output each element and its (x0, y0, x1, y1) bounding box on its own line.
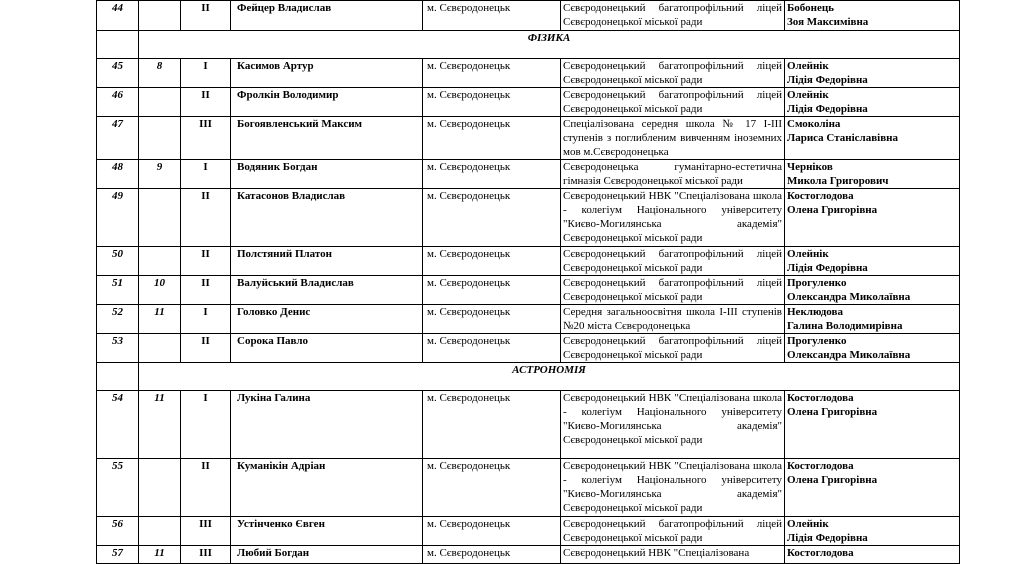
city-cell: м. Сєвєродонецьк (423, 189, 561, 247)
city-cell: м. Сєвєродонецьк (423, 117, 561, 160)
teacher-surname: Костоглодова (787, 547, 854, 559)
teacher-surname: Олейнік (787, 248, 829, 260)
student-name: Катасонов Владислав (231, 189, 423, 247)
student-name: Водяник Богдан (231, 160, 423, 189)
teacher-given-names: Олександра Миколаївна (787, 349, 911, 361)
row-number: 55 (97, 459, 139, 517)
table-row (97, 189, 960, 247)
city-cell: м. Сєвєродонецьк (423, 88, 561, 117)
student-name: Головко Денис (231, 305, 423, 334)
teacher-cell (785, 59, 960, 88)
school-cell: Сєвєродонецька гуманітарно-естетична гімназія Сєвєродонецької міської ради (561, 160, 785, 189)
teacher-cell (785, 276, 960, 305)
school-cell: Спеціалізована середня школа № 17 І-ІІІ ступенів з поглибленим вивченням іноземних мов м.Сєвєродонецька (561, 117, 785, 160)
student-name: Полстяний Платон (231, 247, 423, 276)
teacher-surname: Костоглодова (787, 392, 854, 404)
school-cell: Сєвєродонецький багатопрофільний ліцей Сєвєродонецької міської ради (561, 334, 785, 363)
teacher-given-names: Галина Володимирівна (787, 320, 903, 332)
school-cell: Сєвєродонецький багатопрофільний ліцей Сєвєродонецької міської ради (561, 1, 785, 31)
section-title: ФІЗИКА (139, 31, 960, 59)
grade-cell (139, 334, 181, 363)
grade-cell (139, 189, 181, 247)
teacher-given-names: Олена Григорівна (787, 204, 878, 216)
student-name: Касимов Артур (231, 59, 423, 88)
teacher-surname: Олейнік (787, 89, 829, 101)
student-name: Сорока Павло (231, 334, 423, 363)
place-cell: III (181, 117, 231, 160)
table-row (97, 334, 960, 363)
row-number: 47 (97, 117, 139, 160)
row-number: 57 (97, 546, 139, 564)
teacher-surname: Неклюдова (787, 306, 843, 318)
row-number: 49 (97, 189, 139, 247)
school-cell: Сєвєродонецький багатопрофільний ліцей Сєвєродонецької міської ради (561, 59, 785, 88)
city-cell: м. Сєвєродонецьк (423, 276, 561, 305)
row-number: 56 (97, 517, 139, 546)
row-number: 53 (97, 334, 139, 363)
grade-cell (139, 247, 181, 276)
city-cell: м. Сєвєродонецьк (423, 160, 561, 189)
school-cell: Сєвєродонецький багатопрофільний ліцей Сєвєродонецької міської ради (561, 276, 785, 305)
student-name: Фролкін Володимир (231, 88, 423, 117)
teacher-cell (785, 247, 960, 276)
grade-cell: 11 (139, 391, 181, 459)
place-cell: II (181, 247, 231, 276)
student-name: Устінченко Євген (231, 517, 423, 546)
grade-cell: 8 (139, 59, 181, 88)
teacher-given-names: Зоя Максимівна (787, 16, 869, 28)
teacher-given-names: Микола Григорович (787, 175, 889, 187)
place-cell: I (181, 160, 231, 189)
table-row (97, 391, 960, 459)
teacher-cell (785, 517, 960, 546)
school-cell: Сєвєродонецький НВК "Спеціалізована школа - колегіум Національного університету "Києво-Могилянська академія" Сєвєродонецької міської ради (561, 459, 785, 517)
place-cell: III (181, 546, 231, 564)
teacher-cell (785, 305, 960, 334)
city-cell: м. Сєвєродонецьк (423, 459, 561, 517)
results-table (96, 0, 960, 564)
city-cell: м. Сєвєродонецьк (423, 391, 561, 459)
place-cell: II (181, 88, 231, 117)
row-number: 52 (97, 305, 139, 334)
city-cell: м. Сєвєродонецьк (423, 1, 561, 31)
row-number: 54 (97, 391, 139, 459)
school-cell: Сєвєродонецький НВК "Спеціалізована школа - колегіум Національного університету "Києво-Могилянська академія" Сєвєродонецької міської ради (561, 391, 785, 459)
teacher-given-names: Олена Григорівна (787, 406, 878, 418)
row-number: 44 (97, 1, 139, 31)
city-cell: м. Сєвєродонецьк (423, 247, 561, 276)
teacher-cell (785, 546, 960, 564)
city-cell: м. Сєвєродонецьк (423, 59, 561, 88)
teacher-surname: Прогуленко (787, 335, 847, 347)
grade-cell (139, 117, 181, 160)
teacher-cell (785, 189, 960, 247)
table-row (97, 59, 960, 88)
place-cell: I (181, 305, 231, 334)
teacher-cell (785, 88, 960, 117)
teacher-cell (785, 1, 960, 31)
city-cell: м. Сєвєродонецьк (423, 305, 561, 334)
grade-cell (139, 459, 181, 517)
section-title: АСТРОНОМІЯ (139, 363, 960, 391)
school-cell: Середня загальноосвітня школа І-ІІІ ступенів №20 міста Сєвєродонецька (561, 305, 785, 334)
place-cell: III (181, 517, 231, 546)
teacher-cell (785, 459, 960, 517)
place-cell: II (181, 276, 231, 305)
row-number: 51 (97, 276, 139, 305)
teacher-surname: Черніков (787, 161, 833, 173)
table-row (97, 459, 960, 517)
student-name: Куманікін Адріан (231, 459, 423, 517)
student-name: Любий Богдан (231, 546, 423, 564)
grade-cell (139, 1, 181, 31)
teacher-given-names: Лідія Федорівна (787, 262, 868, 274)
teacher-given-names: Лідія Федорівна (787, 103, 868, 115)
place-cell: I (181, 391, 231, 459)
row-number: 46 (97, 88, 139, 117)
student-name: Фейцер Владислав (231, 1, 423, 31)
place-cell: I (181, 59, 231, 88)
section-header-row (97, 363, 960, 391)
grade-cell: 9 (139, 160, 181, 189)
grade-cell: 11 (139, 305, 181, 334)
table-row (97, 88, 960, 117)
table-row (97, 546, 960, 564)
teacher-given-names: Лідія Федорівна (787, 74, 868, 86)
row-number: 48 (97, 160, 139, 189)
teacher-cell (785, 117, 960, 160)
teacher-surname: Костоглодова (787, 190, 854, 202)
city-cell: м. Сєвєродонецьк (423, 517, 561, 546)
table-row (97, 305, 960, 334)
teacher-surname: Костоглодова (787, 460, 854, 472)
teacher-cell (785, 334, 960, 363)
school-cell: Сєвєродонецький НВК "Спеціалізована школа - колегіум Національного університету "Києво-Могилянська академія" Сєвєродонецької міської ради (561, 189, 785, 247)
section-header-empty-cell (97, 363, 139, 391)
table-row (97, 247, 960, 276)
grade-cell (139, 88, 181, 117)
teacher-given-names: Олена Григорівна (787, 474, 878, 486)
teacher-cell (785, 160, 960, 189)
table-row (97, 276, 960, 305)
place-cell: II (181, 1, 231, 31)
place-cell: II (181, 189, 231, 247)
teacher-given-names: Лариса Станіславівна (787, 132, 898, 144)
results-table-body (97, 1, 960, 564)
school-cell: Сєвєродонецький багатопрофільний ліцей Сєвєродонецької міської ради (561, 517, 785, 546)
teacher-given-names: Олександра Миколаївна (787, 291, 911, 303)
section-header-row (97, 31, 960, 59)
city-cell: м. Сєвєродонецьк (423, 546, 561, 564)
place-cell: II (181, 334, 231, 363)
place-cell: II (181, 459, 231, 517)
teacher-given-names: Лідія Федорівна (787, 532, 868, 544)
grade-cell (139, 517, 181, 546)
student-name: Богоявленський Максим (231, 117, 423, 160)
row-number: 50 (97, 247, 139, 276)
teacher-surname: Олейнік (787, 518, 829, 530)
city-cell: м. Сєвєродонецьк (423, 334, 561, 363)
school-cell: Сєвєродонецький НВК "Спеціалізована (561, 546, 785, 564)
student-name: Лукіна Галина (231, 391, 423, 459)
section-header-empty-cell (97, 31, 139, 59)
table-row (97, 160, 960, 189)
teacher-surname: Бобонець (787, 2, 835, 14)
teacher-surname: Олейнік (787, 60, 829, 72)
table-row (97, 117, 960, 160)
table-row (97, 517, 960, 546)
table-row (97, 1, 960, 31)
grade-cell: 10 (139, 276, 181, 305)
grade-cell: 11 (139, 546, 181, 564)
teacher-surname: Прогуленко (787, 277, 847, 289)
row-number: 45 (97, 59, 139, 88)
teacher-surname: Смоколіна (787, 118, 841, 130)
school-cell: Сєвєродонецький багатопрофільний ліцей Сєвєродонецької міської ради (561, 88, 785, 117)
school-cell: Сєвєродонецький багатопрофільний ліцей Сєвєродонецької міської ради (561, 247, 785, 276)
student-name: Валуйський Владислав (231, 276, 423, 305)
teacher-cell (785, 391, 960, 459)
